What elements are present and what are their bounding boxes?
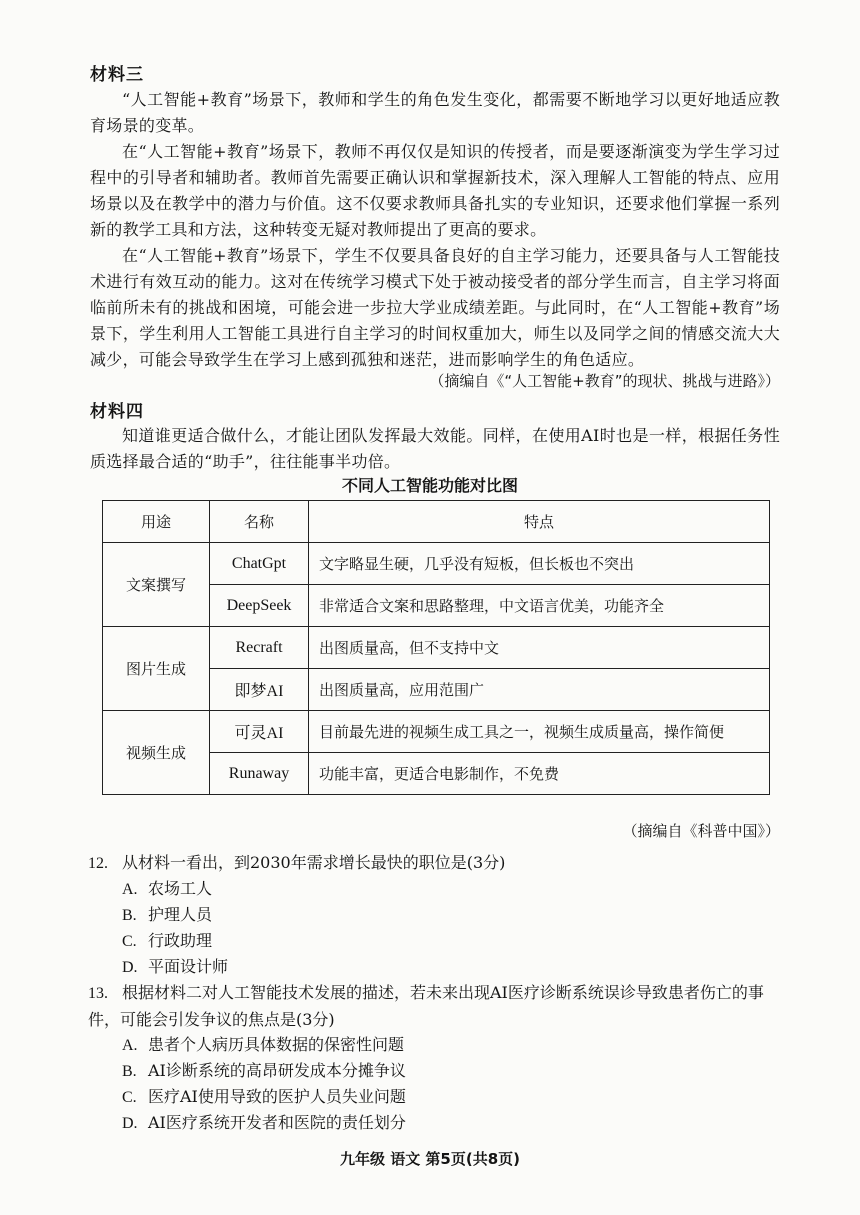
- option-text: AI医疗系统开发者和医院的责任划分: [148, 1113, 406, 1132]
- q13-option-d: [122, 1110, 406, 1137]
- option-text: 护理人员: [148, 905, 213, 924]
- material3-heading: 材料三: [90, 65, 144, 85]
- option-letter: C.: [122, 933, 137, 950]
- option-text: AI诊断系统的高昂研发成本分摊争议: [148, 1061, 406, 1080]
- option-text: 平面设计师: [148, 957, 229, 976]
- option-text: 医疗AI使用导致的医护人员失业问题: [148, 1087, 406, 1106]
- name-cell: ChatGpt: [210, 543, 309, 585]
- name-cell: DeepSeek: [210, 585, 309, 627]
- name-cell: Runaway: [210, 753, 309, 795]
- page-footer: 九年级 语文 第5页(共8页): [339, 1150, 521, 1168]
- question-text: 根据材料二对人工智能技术发展的描述，若未来出现AI医疗诊断系统误诊导致患者伤亡的事件，可能会引发争议的焦点是(3分): [88, 983, 764, 1029]
- option-text: 患者个人病历具体数据的保密性问题: [148, 1035, 405, 1054]
- header-use: 用途: [103, 501, 210, 543]
- question-number: 12.: [88, 855, 108, 872]
- table-header-row: [103, 501, 770, 543]
- q13-option-c: [122, 1084, 406, 1111]
- material4-source: （摘编自《科普中国》）: [622, 822, 780, 840]
- option-letter: B.: [122, 1063, 137, 1080]
- feature-cell: 出图质量高，但不支持中文: [309, 627, 770, 669]
- table-title: 不同人工智能功能对比图: [341, 476, 518, 495]
- name-cell: 即梦AI: [210, 669, 309, 711]
- feature-cell: 出图质量高，应用范围广: [309, 669, 770, 711]
- table-row: [103, 627, 770, 669]
- feature-cell: 目前最先进的视频生成工具之一，视频生成质量高，操作简便: [309, 711, 770, 753]
- option-text: 农场工人: [148, 879, 213, 898]
- question-text: 从材料一看出，到2030年需求增长最快的职位是(3分): [122, 853, 506, 872]
- q12-option-b: [122, 902, 212, 929]
- material4-heading: 材料四: [90, 402, 144, 422]
- q13-option-b: [122, 1058, 406, 1085]
- question-number: 13.: [88, 985, 108, 1002]
- table-row: [103, 543, 770, 585]
- ai-comparison-table: [102, 500, 770, 795]
- material3-paragraph-3: 在“人工智能+教育”场景下，学生不仅要具备良好的自主学习能力，还要具备与人工智能技术进行有效互动的能力。这对在传统学习模式下处于被动接受者的部分学生而言，自主学习将面临前所未有的挑战和困境，可能会进一步拉大学业成绩差距。与此同时，在“人工智能+教育”场景下，学生利用人工智能工具进行自主学习的时间权重加大，师生以及同学之间的情感交流大大减少，可能会导致学生在学习上感到孤独和迷茫，进而影响学生的角色适应。: [90, 246, 780, 369]
- option-letter: D.: [122, 959, 138, 976]
- feature-cell: 功能丰富，更适合电影制作，不免费: [309, 753, 770, 795]
- q12-option-a: [122, 876, 212, 903]
- option-letter: A.: [122, 881, 138, 898]
- header-name: 名称: [210, 501, 309, 543]
- material4-paragraph: 知道谁更适合做什么，才能让团队发挥最大效能。同样，在使用AI时也是一样，根据任务性质选择最合适的“助手”，往往能事半功倍。: [90, 426, 780, 471]
- feature-cell: 文字略显生硬，几乎没有短板，但长板也不突出: [309, 543, 770, 585]
- material3-paragraph-1: “人工智能+教育”场景下，教师和学生的角色发生变化，都需要不断地学习以更好地适应教育场景的变革。: [90, 90, 780, 135]
- use-cell: 视频生成: [103, 711, 210, 795]
- question-13: [88, 980, 788, 1033]
- table-row: [103, 711, 770, 753]
- option-text: 行政助理: [148, 931, 213, 950]
- name-cell: Recraft: [210, 627, 309, 669]
- option-letter: A.: [122, 1037, 138, 1054]
- q12-option-d: [122, 954, 228, 981]
- q13-option-a: [122, 1032, 404, 1059]
- feature-cell: 非常适合文案和思路整理，中文语言优美，功能齐全: [309, 585, 770, 627]
- option-letter: C.: [122, 1089, 137, 1106]
- question-12: [88, 850, 788, 877]
- option-letter: D.: [122, 1115, 138, 1132]
- use-cell: 文案撰写: [103, 543, 210, 627]
- header-feature: 特点: [309, 501, 770, 543]
- material3-source: （摘编自《“人工智能+教育”的现状、挑战与进路》）: [429, 372, 780, 390]
- option-letter: B.: [122, 907, 137, 924]
- material3-paragraph-2: 在“人工智能+教育”场景下，教师不再仅仅是知识的传授者，而是要逐渐演变为学生学习过程中的引导者和辅助者。教师首先需要正确认识和掌握新技术，深入理解人工智能的特点、应用场景以及在教学中的潜力与价值。这不仅要求教师具备扎实的专业知识，还要求他们掌握一系列新的教学工具和方法，这种转变无疑对教师提出了更高的要求。: [90, 142, 780, 239]
- name-cell: 可灵AI: [210, 711, 309, 753]
- use-cell: 图片生成: [103, 627, 210, 711]
- q12-option-c: [122, 928, 212, 955]
